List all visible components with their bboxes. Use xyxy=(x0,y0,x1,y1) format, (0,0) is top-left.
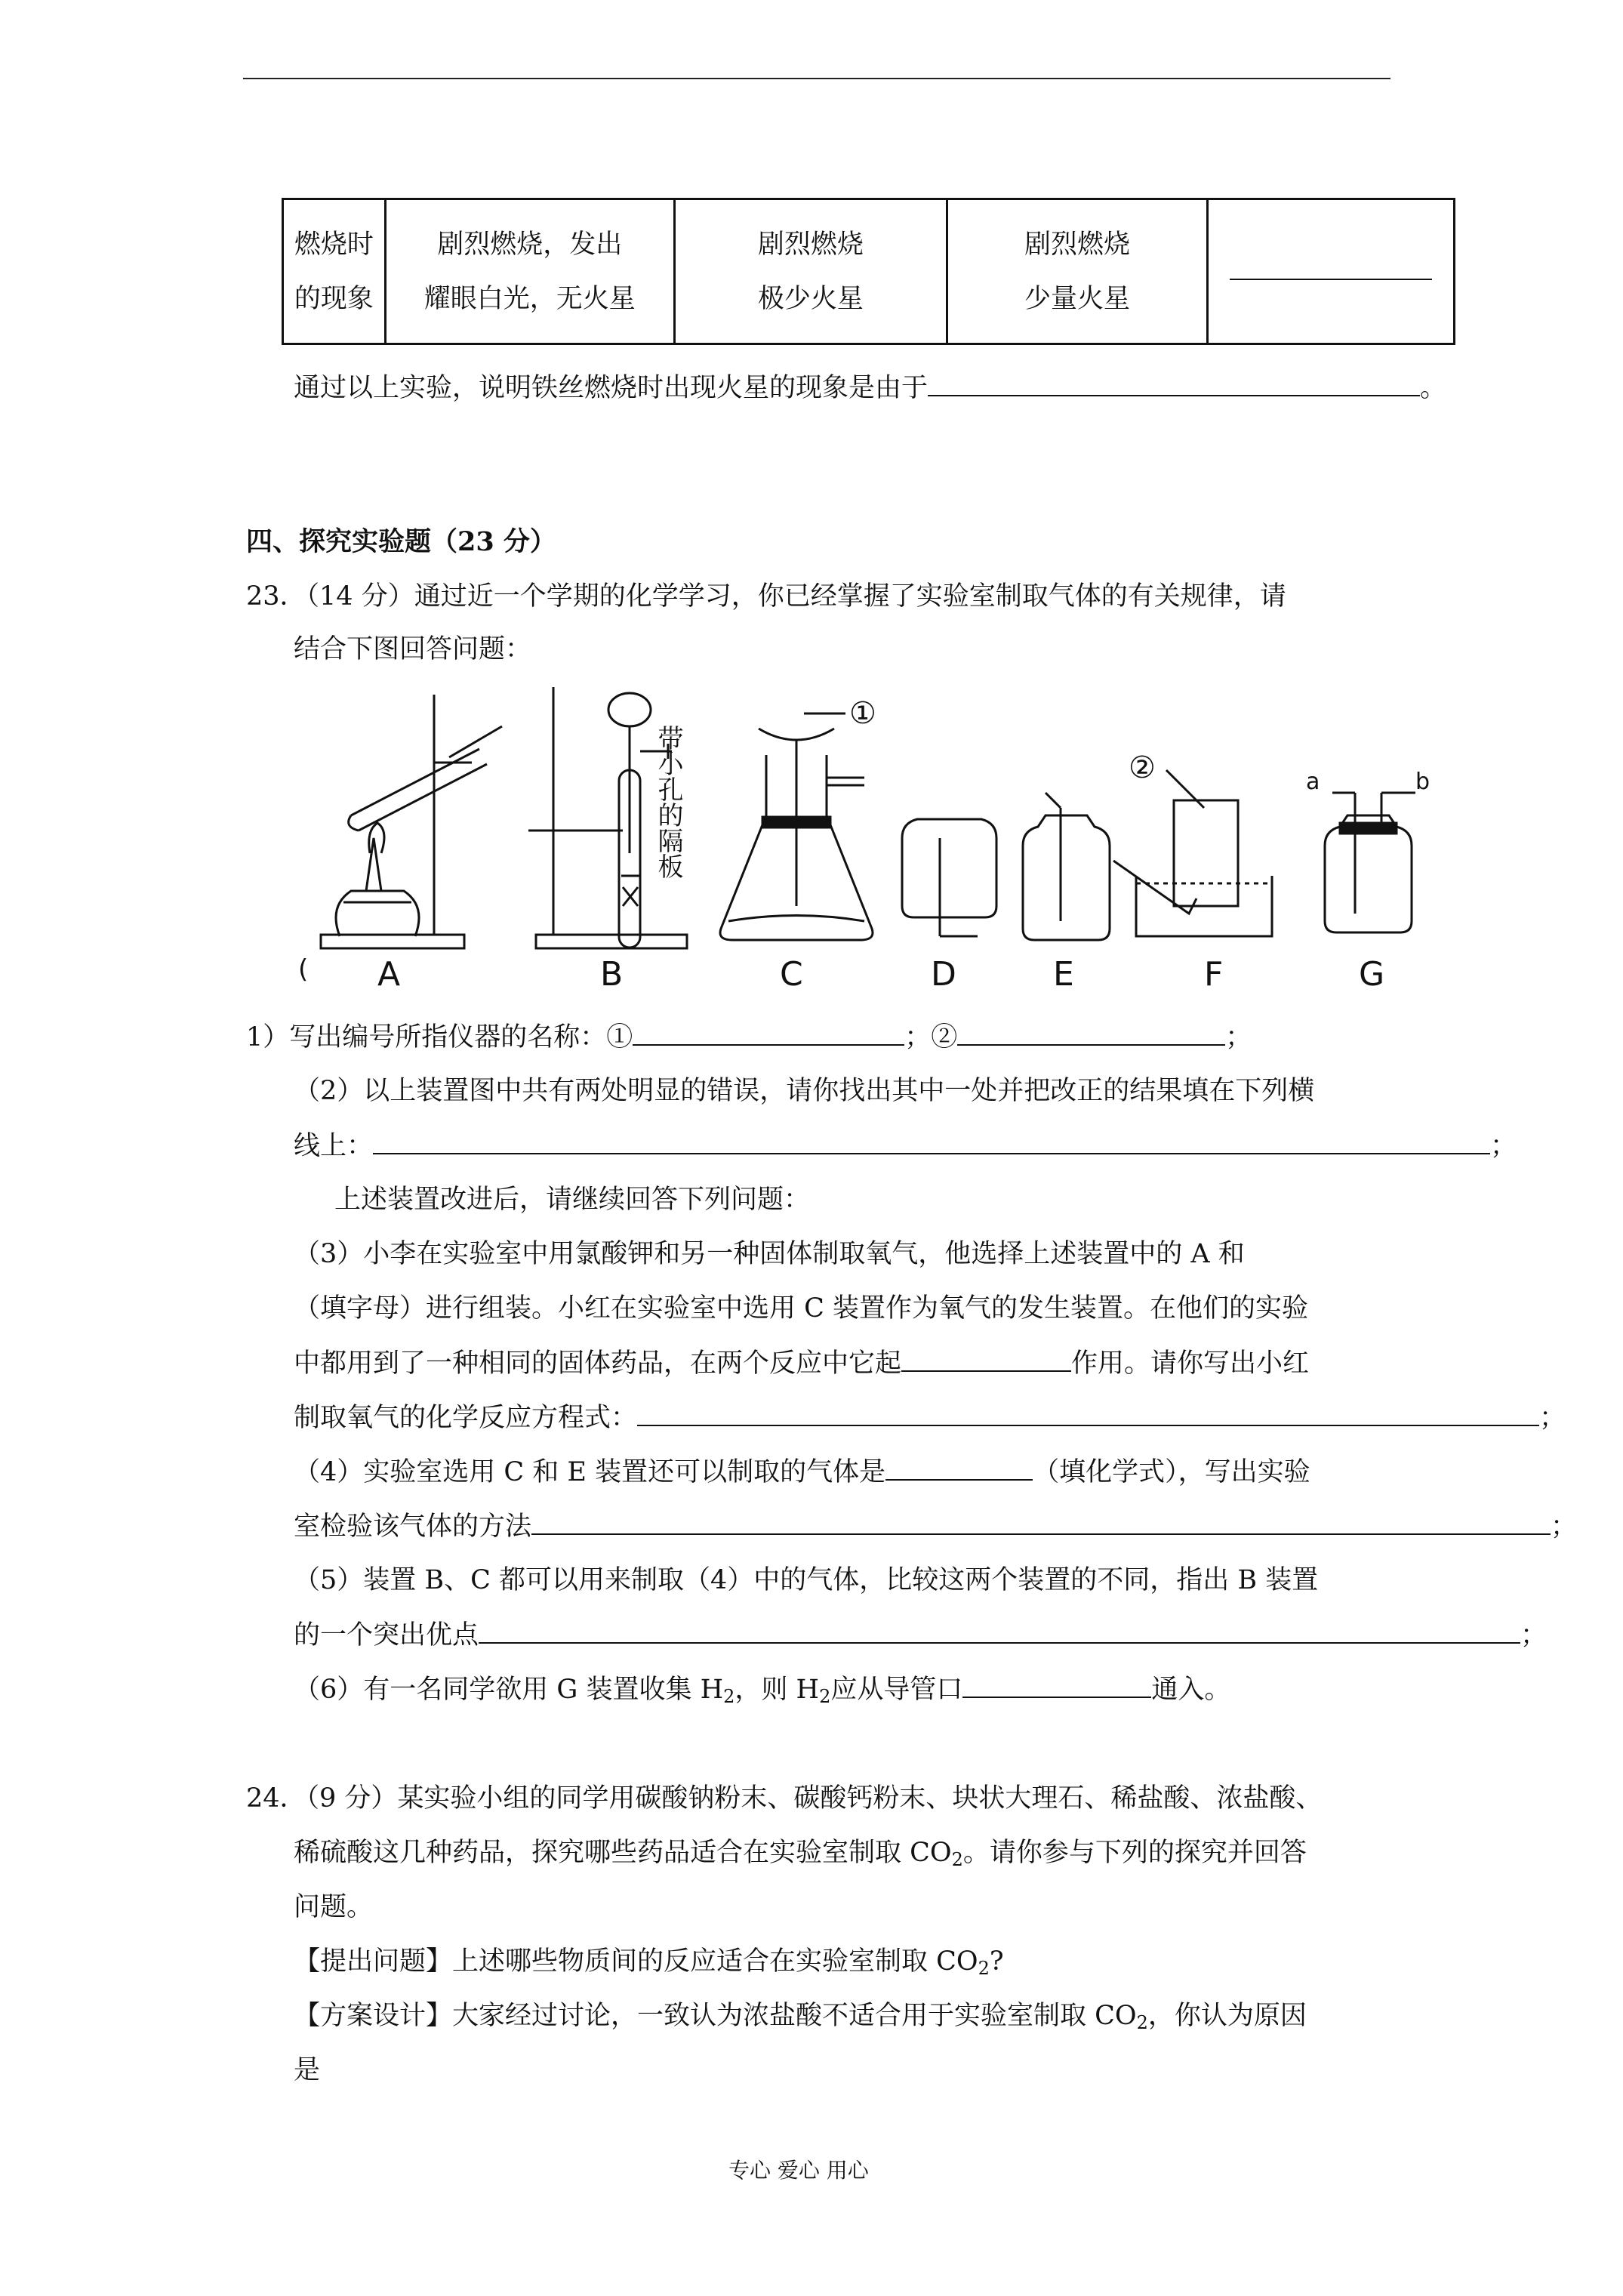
label-e: E xyxy=(1053,955,1074,994)
label-g: G xyxy=(1359,955,1385,994)
q23-intro-1: 23．（14 分）通过近一个学期的化学学习，你已经掌握了实验室制取气体的有关规律，请 xyxy=(246,581,1286,612)
q24-line-1: 24．（9 分）某实验小组的同学用碳酸钠粉末、碳酸钙粉末、块状大理石、稀盐酸、浓盐酸、 xyxy=(246,1783,1323,1814)
apparatus-d xyxy=(902,819,996,936)
q24-line-3: 问题。 xyxy=(294,1892,374,1922)
answer-blank-2[interactable] xyxy=(957,1022,1225,1046)
answer-blank[interactable] xyxy=(373,1130,1490,1154)
answer-blank[interactable] xyxy=(531,1511,1551,1535)
q23-part6: （6）有一名同学欲用 G 装置收集 $H_2$，则 $H_2$应从导管口 通入。 xyxy=(294,1675,1231,1707)
answer-blank[interactable] xyxy=(901,1348,1071,1372)
plate-label: 带小孔的隔板 xyxy=(653,725,683,879)
q23-part2-a: （2）以上装置图中共有两处明显的错误，请你找出其中一处并把改正的结果填在下列横 xyxy=(294,1076,1315,1106)
q23-part3-b: （填字母）进行组装。小红在实验室中选用 C 装置作为氧气的发生装置。在他们的实验 xyxy=(294,1293,1309,1324)
row-label-cell: 燃烧时 的现象 xyxy=(283,199,386,344)
page-footer: 专心 爱心 用心 xyxy=(728,2158,869,2183)
q24-line-6: 是 xyxy=(294,2055,321,2085)
q23-part1: 1）写出编号所指仪器的名称：① ；② ； xyxy=(246,1022,1252,1052)
q23-part5-b: 的一个突出优点 ； xyxy=(294,1620,1548,1650)
answer-blank[interactable] xyxy=(962,1674,1151,1698)
port-a: a xyxy=(1306,769,1320,795)
q24-line-5: 【方案设计】大家经过讨论，一致认为浓盐酸不适合用于实验室制取 $CO_2$，你认为原因 xyxy=(294,2001,1307,2033)
q23-part2-b: 线上： ； xyxy=(294,1131,1517,1161)
answer-blank-1[interactable] xyxy=(633,1022,904,1046)
figure-paren: ( xyxy=(298,954,309,985)
label-a: A xyxy=(377,955,401,994)
section-title: 四、探究实验题（23 分） xyxy=(246,526,556,557)
port-b: b xyxy=(1415,769,1431,795)
q23-part3-d: 制取氧气的化学反应方程式： ； xyxy=(294,1403,1566,1433)
q23-part3-c: 中都用到了一种相同的固体药品，在两个反应中它起 作用。请你写出小红 xyxy=(294,1348,1310,1379)
answer-blank[interactable] xyxy=(479,1620,1520,1644)
q23-continue: 上述装置改进后，请继续回答下列问题： xyxy=(334,1185,811,1215)
q23-part4-a: （4）实验室选用 C 和 E 装置还可以制取的气体是 （填化学式），写出实验 xyxy=(294,1457,1310,1487)
table-cell: 剧烈燃烧 极少火星 xyxy=(674,199,947,344)
conclusion-line: 通过以上实验，说明铁丝燃烧时出现火星的现象是由于 。 xyxy=(294,373,1447,403)
header-rule xyxy=(243,78,1390,79)
apparatus-a xyxy=(321,695,502,948)
apparatus-c xyxy=(720,696,876,940)
q24-line-2: 稀硫酸这几种药品，探究哪些药品适合在实验室制取 $CO_2$。请你参与下列的探究并回答 xyxy=(294,1838,1307,1870)
label-f: F xyxy=(1204,955,1224,994)
combustion-table xyxy=(282,198,1455,345)
label-d: D xyxy=(931,955,956,994)
apparatus-figure xyxy=(298,680,1446,1004)
answer-blank[interactable] xyxy=(928,372,1420,396)
mark-2: ② xyxy=(1129,750,1156,785)
q23-part4-b: 室检验该气体的方法 ； xyxy=(294,1512,1578,1542)
apparatus-b xyxy=(528,687,687,948)
q23-part3-a: （3）小李在实验室中用氯酸钾和另一种固体制取氧气，他选择上述装置中的 A 和 xyxy=(294,1239,1245,1269)
answer-blank[interactable] xyxy=(885,1456,1033,1481)
q23-part5-a: （5）装置 B、C 都可以用来制取（4）中的气体，比较这两个装置的不同，指出 B 装置 xyxy=(294,1565,1319,1595)
mark-1: ① xyxy=(849,696,876,731)
apparatus-f xyxy=(1113,750,1272,936)
table-cell: 剧烈燃烧，发出 耀眼白光，无火星 xyxy=(385,199,674,344)
q23-intro-2: 结合下图回答问题： xyxy=(294,634,532,664)
answer-blank[interactable] xyxy=(637,1402,1539,1426)
apparatus-e xyxy=(1023,793,1110,940)
q24-line-4: 【提出问题】上述哪些物质间的反应适合在实验室制取 $CO_2$? xyxy=(294,1946,1004,1979)
label-c: C xyxy=(780,955,803,994)
apparatus-g xyxy=(1306,769,1430,932)
table-cell: 剧烈燃烧 少量火星 xyxy=(947,199,1207,344)
label-b: B xyxy=(600,955,624,994)
answer-blank-cell[interactable] xyxy=(1208,199,1455,344)
